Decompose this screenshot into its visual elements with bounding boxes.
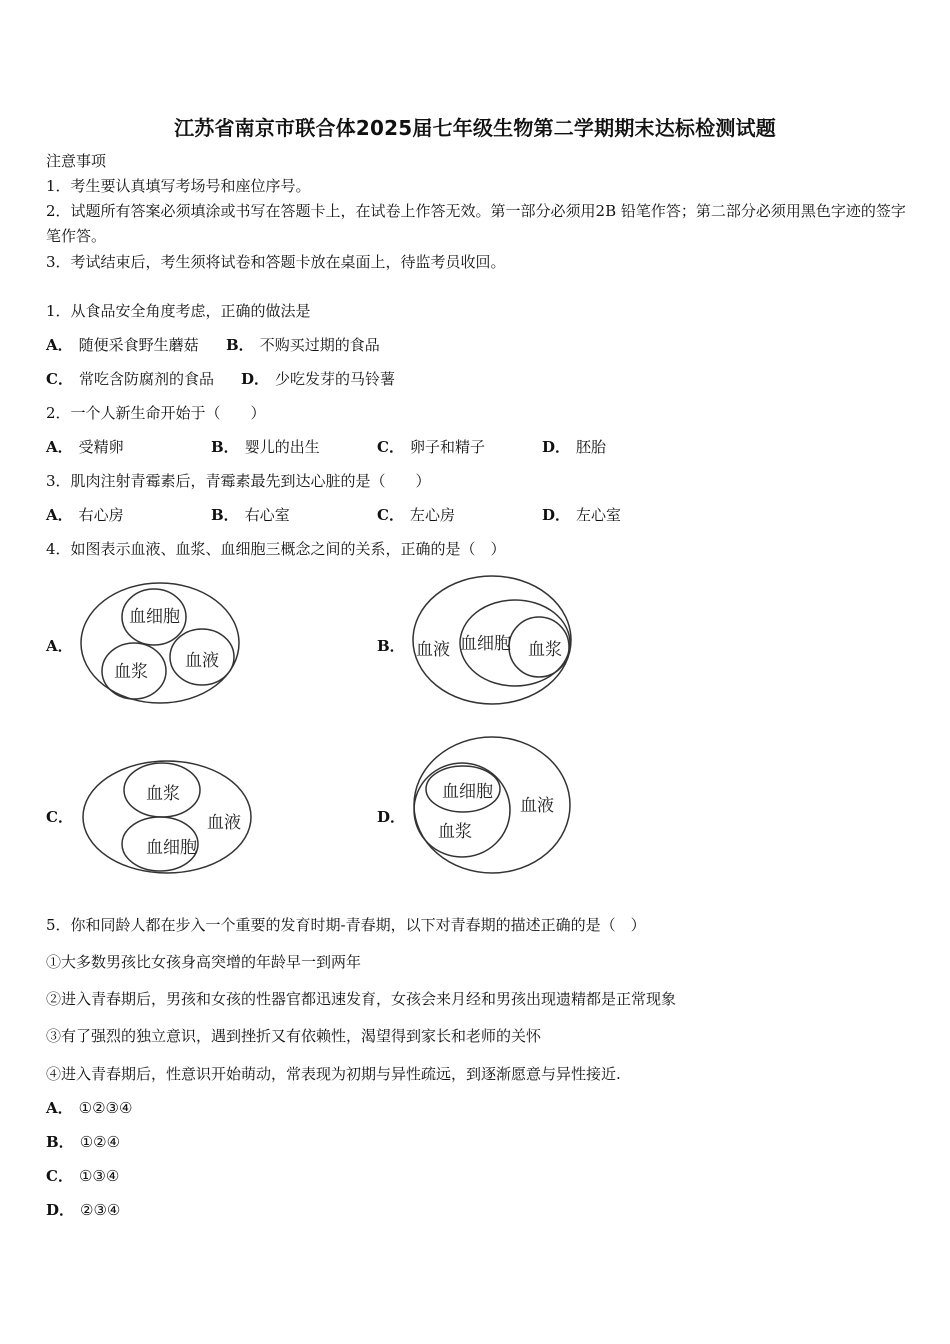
q3-option-c[interactable] bbox=[377, 505, 455, 525]
venn-diagram-d[interactable] bbox=[412, 735, 577, 875]
option-label: A． bbox=[46, 438, 73, 456]
q5-statement: ①大多数男孩比女孩身高突增的年龄早一到两年 bbox=[46, 953, 362, 971]
option-text: 随便采食野生蘑菇 bbox=[78, 336, 199, 354]
option-text: 右心房 bbox=[78, 506, 124, 524]
option-text: 左心室 bbox=[576, 506, 622, 524]
term-label: 血细胞 bbox=[460, 634, 511, 654]
option-label: B． bbox=[211, 506, 239, 524]
option-text: 胚胎 bbox=[576, 438, 607, 456]
term-label: 血液 bbox=[520, 796, 554, 816]
q3-option-b[interactable] bbox=[211, 505, 290, 525]
question-4-stem: 4．如图表示血液、血浆、血细胞三概念之间的关系，正确的是（ ） bbox=[46, 540, 506, 558]
venn-diagram-c[interactable] bbox=[80, 757, 255, 877]
q5-option-b[interactable] bbox=[46, 1132, 120, 1152]
term-label: 血浆 bbox=[528, 640, 562, 660]
q2-option-a[interactable] bbox=[46, 437, 124, 457]
option-text: 婴儿的出生 bbox=[244, 438, 320, 456]
option-text: 左心房 bbox=[409, 506, 455, 524]
q2-option-d[interactable] bbox=[542, 437, 606, 457]
notice-item: 1．考生要认真填写考场号和座位序号。 bbox=[46, 177, 311, 195]
q5-statement: ④进入青春期后，性意识开始萌动，常表现为初期与异性疏远，到逐渐愿意与异性接近. bbox=[46, 1065, 621, 1083]
term-label: 血浆 bbox=[146, 784, 180, 804]
option-text: ①②③④ bbox=[78, 1099, 133, 1117]
option-label: B． bbox=[226, 336, 254, 354]
q1-option-d[interactable] bbox=[241, 369, 395, 389]
option-text: 卵子和精子 bbox=[409, 438, 485, 456]
q1-option-a[interactable] bbox=[46, 335, 199, 355]
option-text: 不购买过期的食品 bbox=[259, 336, 380, 354]
q4-option-d-label[interactable]: D． bbox=[377, 808, 406, 826]
q2-option-b[interactable] bbox=[211, 437, 320, 457]
option-label: C． bbox=[46, 370, 73, 388]
option-label: B． bbox=[211, 438, 239, 456]
q2-option-c[interactable] bbox=[377, 437, 485, 457]
question-3-stem: 3．肌肉注射青霉素后，青霉素最先到达心脏的是（ ） bbox=[46, 472, 431, 490]
venn-diagram-a[interactable] bbox=[76, 580, 246, 710]
term-label: 血液 bbox=[207, 813, 241, 833]
notice-item: 3．考试结束后，考生须将试卷和答题卡放在桌面上，待监考员收回。 bbox=[46, 253, 506, 271]
option-text: 右心室 bbox=[244, 506, 290, 524]
option-label: D． bbox=[241, 370, 270, 388]
q5-statement: ③有了强烈的独立意识，遇到挫折又有依赖性，渴望得到家长和老师的关怀 bbox=[46, 1027, 542, 1045]
option-label: D． bbox=[542, 438, 571, 456]
option-label: D． bbox=[46, 1201, 75, 1219]
q5-option-c[interactable] bbox=[46, 1166, 119, 1186]
option-text: ①②④ bbox=[79, 1133, 121, 1151]
q5-statement: ②进入青春期后，男孩和女孩的性器官都迅速发育，女孩会来月经和男孩出现遗精都是正常现象 bbox=[46, 990, 677, 1008]
option-text: ①③④ bbox=[78, 1167, 120, 1185]
question-2-stem: 2．一个人新生命开始于（ ） bbox=[46, 404, 266, 422]
q4-option-c-label[interactable]: C． bbox=[46, 808, 73, 826]
term-label: 血细胞 bbox=[129, 607, 180, 627]
q1-option-b[interactable] bbox=[226, 335, 380, 355]
page-title: 江苏省南京市联合体2025届七年级生物第二学期期末达标检测试题 bbox=[174, 116, 776, 140]
q1-option-c[interactable] bbox=[46, 369, 214, 389]
question-1-stem: 1．从食品安全角度考虑，正确的做法是 bbox=[46, 302, 311, 320]
term-label: 血浆 bbox=[438, 822, 472, 842]
option-text: 少吃发芽的马铃薯 bbox=[275, 370, 396, 388]
option-text: 受精卵 bbox=[78, 438, 124, 456]
option-label: A． bbox=[46, 1099, 73, 1117]
notice-item: 2．试题所有答案必须填涂或书写在答题卡上，在试卷上作答无效。第一部分必须用2B 铅笔作答；第二部分必须用黑色字迹的签字笔作答。 bbox=[46, 202, 906, 245]
option-label: B． bbox=[46, 1133, 74, 1151]
option-label: C． bbox=[377, 438, 404, 456]
option-text: 常吃含防腐剂的食品 bbox=[78, 370, 214, 388]
q4-option-a-label[interactable]: A． bbox=[46, 637, 73, 655]
q3-option-d[interactable] bbox=[542, 505, 621, 525]
venn-diagram-b[interactable] bbox=[410, 573, 575, 708]
question-5-stem: 5．你和同龄人都在步入一个重要的发育时期-青春期，以下对青春期的描述正确的是（ ） bbox=[46, 916, 646, 934]
option-text: ②③④ bbox=[80, 1201, 121, 1219]
term-label: 血细胞 bbox=[146, 838, 197, 858]
term-label: 血液 bbox=[416, 640, 450, 660]
notice-heading: 注意事项 bbox=[46, 152, 107, 170]
q5-option-d[interactable] bbox=[46, 1200, 120, 1220]
term-label: 血浆 bbox=[114, 662, 148, 682]
q4-option-b-label[interactable]: B． bbox=[377, 637, 405, 655]
q3-option-a[interactable] bbox=[46, 505, 124, 525]
q5-option-a[interactable] bbox=[46, 1098, 132, 1118]
term-label: 血细胞 bbox=[442, 782, 493, 802]
option-label: A． bbox=[46, 336, 73, 354]
option-label: C． bbox=[377, 506, 404, 524]
term-label: 血液 bbox=[185, 651, 219, 671]
option-label: D． bbox=[542, 506, 571, 524]
option-label: A． bbox=[46, 506, 73, 524]
outer-circle bbox=[81, 583, 239, 703]
option-label: C． bbox=[46, 1167, 73, 1185]
